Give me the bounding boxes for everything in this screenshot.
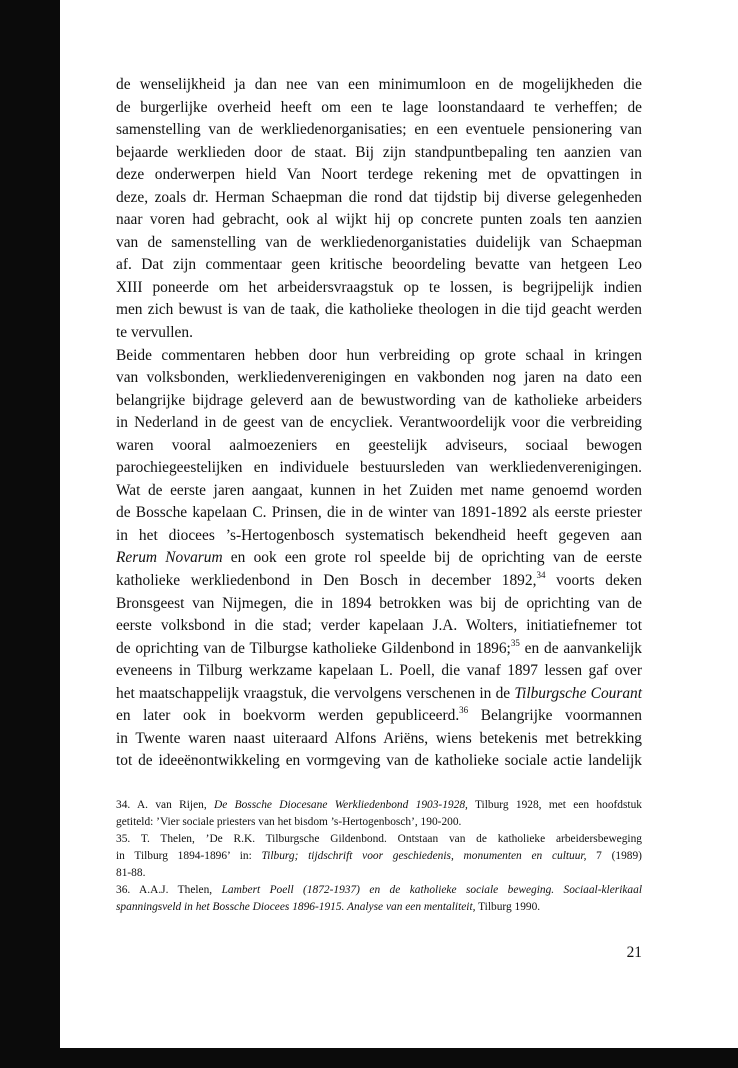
text-run: bejaarde werklieden door de staat. Bij zijn standpuntbepaling ten aanzien van [116, 143, 642, 161]
scan-dark-margin-left [0, 0, 60, 1068]
text-run: de wenselijkheid ja dan nee van een minimumloon en de mogelijkheden die [116, 76, 642, 93]
text-line [116, 187, 642, 210]
text-run: de burgerlijke overheid heeft om een te lage loonstandaard te verheffen; de [116, 98, 642, 116]
text-run: in het diocees ’s-Hertogenbosch systematisch bekendheid heeft gegeven aan [116, 526, 642, 544]
text-run: Belangrijke voormannen [468, 707, 642, 725]
text-run: van de samenstelling van de werkliedenorganistaties duidelijk van Schaepman [116, 233, 642, 251]
text-run: Tilburg 1928, met een hoofdstuk [467, 799, 642, 811]
footnote-line [116, 899, 642, 916]
footnote-line [116, 797, 642, 814]
text-run: men zich bewust is van de taak, die katholieke theologen in die tijd geacht werden [116, 301, 642, 319]
italic-text: Rerum Novarum [116, 549, 223, 567]
text-run: tot de ideeënontwikkeling en vormgeving van de katholieke sociale actie landelijk [116, 752, 642, 770]
footnote-reference: 34 [536, 570, 546, 581]
text-run: 81-88. [116, 867, 146, 879]
text-line [116, 390, 642, 413]
text-line [116, 502, 642, 525]
text-line [116, 345, 642, 368]
footnote-line [116, 882, 642, 899]
text-run: de Bossche kapelaan C. Prinsen, die in de winter van 1891-1892 als eerste priester [116, 504, 642, 522]
text-line [116, 322, 642, 345]
text-run: in Twente waren naast uiteraard Alfons Ariëns, wiens betekenis met betrekking [116, 729, 642, 747]
text-run: af. Dat zijn commentaar geen kritische beoordeling bevatte van hetgeen Leo [116, 256, 642, 274]
footnote-reference: 36 [459, 705, 469, 716]
text-run: Beide commentaren hebben door hun verbreiding op grote schaal in kringen [116, 346, 642, 364]
text-line [116, 209, 642, 232]
text-line [116, 480, 642, 503]
text-line [116, 97, 642, 120]
italic-text: spanningsveld in het Bossche Diocees 1896-1915. Analyse van een mentaliteit, [116, 901, 476, 913]
text-run: en de aanvankelijk [519, 639, 642, 657]
page-number: 21 [626, 944, 642, 961]
text-line [116, 435, 642, 458]
text-run: 7 (1989) [586, 850, 642, 862]
text-run: getiteld: ’Vier sociale priesters van het bisdom ’s-Hertogenbosch’, 190-200. [116, 816, 462, 828]
text-run: 35. T. Thelen, ’De R.K. Tilburgsche Gildenbond. Ontstaan van de katholieke arbeidersbeweging [116, 833, 642, 845]
text-run: voorts deken [545, 572, 642, 590]
text-line [116, 299, 642, 322]
text-run: XIII poneerde om het arbeidersvraagstuk op te lossen, is begrijpelijk indien [116, 278, 642, 296]
text-run: de oprichting van de Tilburgse katholieke Gildenbond in 1896; [116, 639, 511, 657]
text-run: in Tilburg 1894-1896’ in: [116, 850, 262, 862]
text-line [116, 277, 642, 300]
footnote-line [116, 831, 642, 848]
text-line [116, 412, 642, 435]
text-run: van volksbonden, werkliedenverenigingen en vakbonden nog jaren na dato een [116, 369, 642, 387]
document-page [60, 0, 738, 1048]
footnote-line [116, 814, 642, 831]
text-run: te vervullen. [116, 324, 193, 342]
footnotes [116, 797, 642, 916]
text-line [116, 525, 642, 548]
text-run: naar voren had gebracht, ook al wijkt hij op concrete punten zoals ten aanzien [116, 211, 642, 229]
text-line [116, 683, 642, 706]
text-line [116, 367, 642, 390]
italic-text: Lambert Poell (1872-1937) en de katholieke sociale beweging. Sociaal-klerikaal [221, 884, 642, 896]
text-run: eerste volksbond in die stad; verder kapelaan J.A. Wolters, initiatiefnemer tot [116, 617, 642, 635]
italic-text: De Bossche Diocesane Werkliedenbond 1903-1928, [214, 799, 468, 811]
text-line [116, 164, 642, 187]
text-run: en ook een grote rol speelde bij de oprichting van de eerste [222, 549, 642, 567]
text-line [116, 254, 642, 277]
italic-text: Tilburg; tijdschrift voor geschiedenis, monumenten en cultuur, [261, 850, 587, 862]
text-run: samenstelling van de werkliedenorganisaties; en een eventuele pensionering van [116, 121, 642, 139]
text-run: belangrijke bijdrage geleverd aan de bewustwording van de katholieke arbeiders [116, 391, 642, 409]
text-run: Tilburg 1990. [475, 901, 541, 913]
text-run: Wat de eerste jaren aangaat, kunnen in het Zuiden met name genoemd worden [116, 481, 642, 499]
footnote-line [116, 848, 642, 865]
text-run: 36. A.A.J. Thelen, [116, 884, 222, 896]
text-line [116, 232, 642, 255]
text-line [116, 119, 642, 142]
text-run: en later ook in boekvorm werden gepubliceerd. [116, 707, 460, 725]
italic-text: Tilburgsche Courant [514, 684, 642, 702]
body-text [116, 74, 642, 773]
text-line [116, 615, 642, 638]
text-run: katholieke werkliedenbond in Den Bosch in december 1892, [116, 572, 537, 590]
text-run: parochiegeestelijken en individuele bestuursleden van werkliedenverenigingen. [116, 459, 642, 477]
text-run: het maatschappelijk vraagstuk, die vervolgens verschenen in de [116, 684, 515, 702]
text-run: in Nederland in de geest van de encycliek. Verantwoordelijk voor die verbreiding [116, 414, 642, 432]
text-run: deze onderwerpen hield Van Noort terdege rekening met de opvattingen in [116, 166, 642, 184]
scan-dark-margin-bottom [0, 1048, 738, 1068]
text-line [116, 705, 642, 728]
text-run: eveneens in Tilburg werkzame kapelaan L. Poell, die vanaf 1897 lessen gaf over [116, 662, 642, 680]
text-line [116, 728, 642, 751]
footnote-line [116, 865, 642, 882]
text-line [116, 660, 642, 683]
text-run: 34. A. van Rijen, [116, 799, 215, 811]
text-run: waren vooral aalmoezeniers en geestelijk adviseurs, sociaal bewogen [116, 436, 642, 454]
text-line [116, 457, 642, 480]
text-line [116, 570, 642, 593]
text-run: Bronsgeest van Nijmegen, die in 1894 betrokken was bij de oprichting van de [116, 594, 642, 612]
text-line [116, 593, 642, 616]
text-line [116, 547, 642, 570]
text-line [116, 74, 642, 97]
footnote-reference: 35 [510, 637, 520, 648]
text-run: deze, zoals dr. Herman Schaepman die rond dat tijdstip bij diverse gelegenheden [116, 188, 642, 206]
text-line [116, 638, 642, 661]
text-line [116, 750, 642, 773]
text-line [116, 142, 642, 165]
